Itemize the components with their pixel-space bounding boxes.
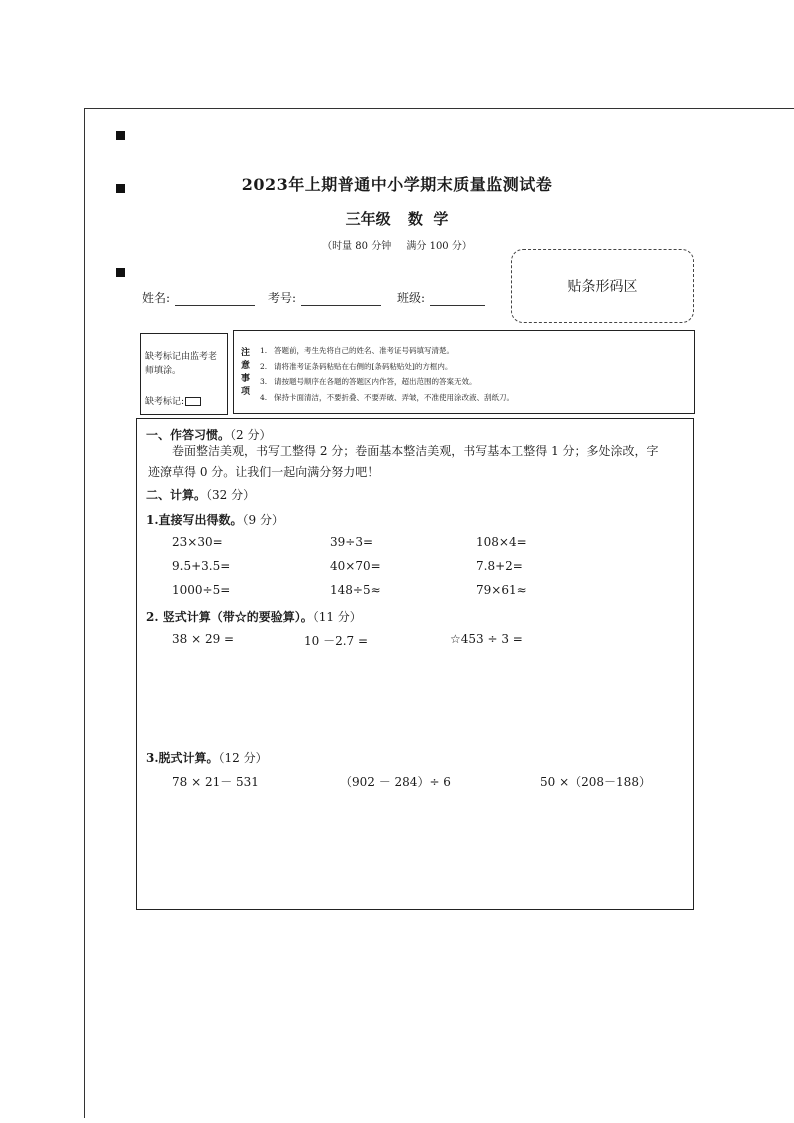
vertical-calc-item: 38 × 29 =	[172, 632, 235, 646]
section-1-line-2: 迹潦草得 0 分。让我们一起向满分努力吧！	[148, 465, 380, 479]
absent-instruction: 缺考标记由监考老师填涂。	[145, 352, 218, 376]
absent-mark-checkbox[interactable]	[185, 397, 201, 406]
exam-number-field-label: 考号:	[268, 291, 297, 305]
section-2-heading	[146, 486, 255, 503]
part-1-points: （9 分）	[242, 513, 284, 527]
oral-calc-item: 79×61≈	[476, 583, 527, 597]
registration-marker	[116, 268, 125, 277]
notes-heading-char: 事	[241, 374, 251, 384]
part-2-heading	[146, 608, 362, 625]
notes-heading-char: 注	[241, 348, 251, 358]
oral-calc-item: 108×4=	[476, 535, 527, 549]
section-2-title: 二、计算。	[146, 488, 207, 502]
absent-mark	[145, 394, 201, 407]
page-border-top	[84, 108, 794, 109]
part-3-title: 3.脱式计算。	[146, 751, 219, 765]
note-text: 请按题号顺序在各题的答题区内作答，超出范围的答案无效。	[274, 377, 477, 386]
note-text: 保持卡面清洁，不要折叠、不要弄破、弄皱，不准使用涂改液、刮纸刀。	[274, 392, 514, 402]
part-3-heading	[146, 749, 268, 766]
notes-heading	[241, 347, 251, 399]
exam-title: 2023年上期普通中小学期末质量监测试卷	[241, 175, 553, 194]
note-item	[260, 390, 514, 406]
section-1-line-1: 卷面整洁美观，书写工整得 2 分；卷面基本整洁美观，书写基本工整得 1 分；多处涂改，字	[172, 444, 659, 458]
name-field[interactable]	[142, 287, 255, 306]
class-field[interactable]	[397, 287, 485, 306]
note-item	[260, 359, 514, 375]
oral-calc-item: 40×70=	[330, 559, 381, 573]
part-3-points: （12 分）	[218, 751, 268, 765]
note-text: 答题前，考生先将自己的姓名、准考证号码填写清楚。	[274, 346, 454, 355]
note-number: 1.	[260, 346, 268, 355]
name-field-label: 姓名:	[142, 291, 171, 305]
vertical-calc-item: 10 －2.7 =	[304, 634, 369, 648]
note-text: 请将准考证条码粘贴在右侧的[条码粘贴处]的方框内。	[274, 361, 453, 371]
full-score: 满分 100 分）	[406, 241, 472, 252]
absent-mark-label: 缺考标记:	[145, 397, 185, 407]
exam-number-field[interactable]	[268, 287, 381, 306]
class-field-line[interactable]	[430, 293, 485, 306]
oral-calc-item: 1000÷5=	[172, 583, 231, 597]
notes-heading-char: 项	[241, 387, 251, 397]
note-number: 4.	[260, 392, 268, 402]
section-1-points: （2 分）	[230, 428, 272, 442]
section-1-title: 一、作答习惯。	[146, 428, 231, 442]
note-number: 3.	[260, 377, 268, 386]
note-item	[260, 343, 514, 359]
barcode-area	[511, 249, 694, 323]
barcode-area-label: 贴条形码区	[567, 279, 638, 295]
step-calc-item: 50 ×（208－188）	[540, 775, 651, 789]
section-2-points: （32 分）	[206, 488, 256, 502]
oral-calc-item: 39÷3=	[330, 535, 374, 549]
time-limit: （时量 80 分钟	[322, 241, 392, 252]
oral-calc-item: 148÷5≈	[330, 583, 381, 597]
exam-subject-line	[0, 208, 794, 229]
step-calc-item: 78 × 21－ 531	[172, 775, 259, 789]
part-2-points: （11 分）	[312, 610, 362, 624]
notes-list	[260, 343, 514, 405]
oral-calc-item: 23×30=	[172, 535, 223, 549]
note-number: 2.	[260, 361, 268, 371]
class-field-label: 班级:	[397, 291, 426, 305]
part-2-title: 2. 竖式计算（带☆的要验算）。	[146, 610, 313, 624]
part-1-heading	[146, 511, 284, 528]
notes-box	[233, 330, 695, 414]
exam-number-field-line[interactable]	[301, 293, 381, 306]
notes-heading-char: 意	[241, 361, 251, 371]
grade-label: 三年级	[345, 210, 391, 228]
note-item	[260, 374, 514, 390]
registration-marker	[116, 131, 125, 140]
step-calc-item: （902 － 284）÷ 6	[340, 775, 451, 789]
oral-calc-item: 7.8+2=	[476, 559, 523, 573]
subject-label: 数 学	[407, 210, 449, 228]
part-1-title: 1.直接写出得数。	[146, 513, 243, 527]
absent-mark-box	[140, 333, 228, 415]
oral-calc-item: 9.5+3.5=	[172, 559, 231, 573]
vertical-calc-item: ☆453 ÷ 3 =	[450, 632, 523, 646]
page-border-left	[84, 108, 85, 1118]
name-field-line[interactable]	[175, 293, 255, 306]
